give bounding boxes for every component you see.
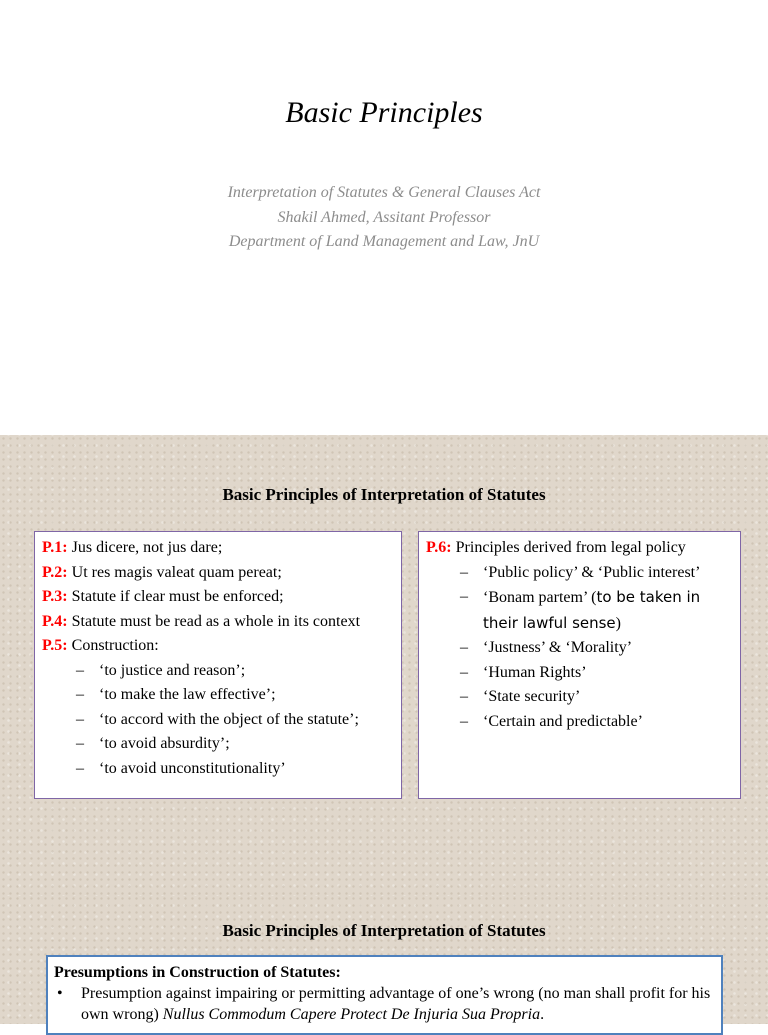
principle-text: Jus dicere, not jus dare; bbox=[71, 539, 223, 556]
principle-text: Construction: bbox=[71, 637, 159, 654]
slide-title: Basic Principles bbox=[285, 96, 483, 129]
policy-item-note: to be taken in their lawful sense bbox=[483, 588, 701, 632]
principle-text: Statute must be read as a whole in its context bbox=[71, 612, 361, 630]
presumption-end: . bbox=[540, 1006, 545, 1023]
subtitle-author: Shakil Ahmed, Assitant Professor bbox=[277, 208, 491, 226]
principle-row bbox=[42, 634, 401, 659]
policy-item bbox=[460, 710, 736, 735]
construction-item-text: ‘to justice and reason’; bbox=[99, 661, 246, 679]
principles-slide-heading: Basic Principles of Interpretation of Statutes bbox=[222, 485, 546, 504]
principle-label: P.1: bbox=[42, 539, 68, 556]
presumptions-title: Presumptions in Construction of Statutes: bbox=[54, 964, 341, 981]
policy-item bbox=[460, 585, 736, 636]
principle-label: P.2: bbox=[42, 563, 68, 581]
construction-item bbox=[76, 659, 401, 684]
subtitle-department: Department of Land Management and Law, JnU bbox=[228, 233, 540, 250]
presumptions-slide-heading: Basic Principles of Interpretation of Statutes bbox=[222, 921, 546, 940]
policy-item-close: ) bbox=[615, 614, 621, 632]
principle-row bbox=[42, 585, 401, 610]
policy-item bbox=[460, 636, 736, 661]
dash-bullet: – bbox=[76, 661, 84, 679]
presumption-latin: Nullus Commodum Capere Protect De Injuria Sua Propria bbox=[162, 1006, 541, 1023]
construction-item-text: ‘to make the law effective’; bbox=[99, 686, 276, 703]
principle-text: Ut res magis valeat quam pereat; bbox=[71, 563, 282, 581]
policy-item-text: ‘Certain and predictable’ bbox=[483, 712, 643, 730]
policy-item bbox=[460, 685, 736, 710]
policy-list bbox=[426, 561, 736, 735]
policy-item-text: ‘State security’ bbox=[483, 688, 581, 705]
principle-row bbox=[42, 561, 401, 586]
construction-item-text: ‘to accord with the object of the statute’; bbox=[99, 710, 359, 728]
title-slide bbox=[0, 0, 768, 435]
presumptions-box bbox=[46, 955, 723, 1035]
dash-bullet: – bbox=[460, 588, 468, 605]
construction-item bbox=[76, 683, 401, 708]
dash-bullet: – bbox=[76, 686, 84, 703]
dash-bullet: – bbox=[460, 639, 468, 656]
policy-item-text: ‘Human Rights’ bbox=[483, 663, 587, 681]
construction-item-text: ‘to avoid unconstitutionality’ bbox=[99, 759, 286, 777]
policy-item-text: ‘Justness’ & ‘Morality’ bbox=[483, 639, 633, 656]
construction-item bbox=[76, 757, 401, 782]
principle-row bbox=[42, 536, 401, 561]
dash-bullet: – bbox=[460, 663, 468, 681]
principles-right-box bbox=[418, 531, 741, 799]
construction-list bbox=[42, 659, 401, 782]
dash-bullet: – bbox=[76, 735, 84, 752]
principle-text: Statute if clear must be enforced; bbox=[71, 588, 284, 605]
dash-bullet: – bbox=[76, 759, 84, 777]
policy-item-text: ‘Bonam partem’ ( bbox=[483, 589, 597, 606]
dash-bullet: – bbox=[460, 712, 468, 730]
construction-item bbox=[76, 732, 401, 757]
presumption-text: Presumption against impairing or permitting advantage of one’s wrong (no man shall profit for his own wrong) bbox=[81, 985, 711, 1023]
policy-item bbox=[460, 661, 736, 686]
bullet-dot: • bbox=[57, 985, 63, 1002]
principle-label: P.3: bbox=[42, 588, 68, 605]
principle-label: P.5: bbox=[42, 637, 68, 654]
principle-row bbox=[42, 610, 401, 635]
slide-subtitle bbox=[0, 181, 768, 255]
dash-bullet: – bbox=[460, 688, 468, 705]
presumption-bullet bbox=[54, 983, 715, 1025]
principle-label: P.4: bbox=[42, 612, 68, 630]
principle-label: P.6: bbox=[426, 539, 452, 556]
dash-bullet: – bbox=[76, 710, 84, 728]
construction-item-text: ‘to avoid absurdity’; bbox=[99, 735, 230, 752]
construction-item bbox=[76, 708, 401, 733]
principles-left-box bbox=[34, 531, 402, 799]
policy-item-text: ‘Public policy’ & ‘Public interest’ bbox=[483, 563, 701, 581]
dash-bullet: – bbox=[460, 563, 468, 581]
subtitle-course: Interpretation of Statutes & General Clauses Act bbox=[227, 184, 541, 201]
principle-text: Principles derived from legal policy bbox=[455, 539, 686, 556]
principle-row bbox=[426, 536, 736, 561]
policy-item bbox=[460, 561, 736, 586]
